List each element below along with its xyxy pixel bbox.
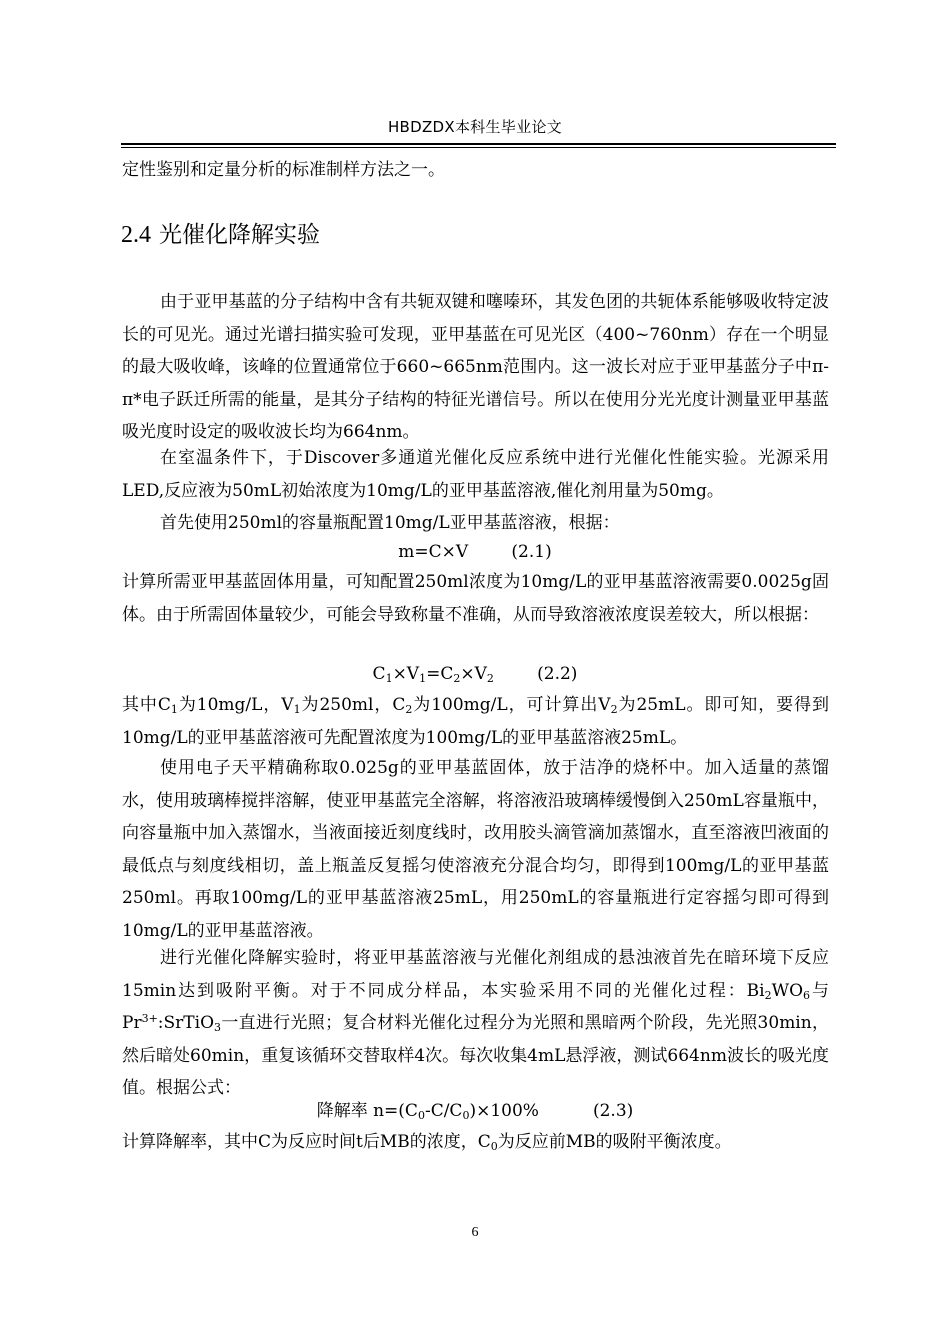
paragraph-procedure: 使用电子天平精确称取0.025g的亚甲基蓝固体，放于洁净的烧杯中。加入适量的蒸馏水，使用玻璃棒搅拌溶解，使亚甲基蓝完全溶解，将溶液沿玻璃棒缓慢倒入250mL容量瓶中，向容量瓶中加入蒸馏水，当液面接近刻度线时，改用胶头滴管滴加蒸馏水，直至溶液凹液面的最低点与刻度线相切，盖上瓶盖反复摇匀使溶液充分混合均匀，即得到100mg/L的亚甲基蓝250ml。再取100mg/L的亚甲基蓝溶液25mL，用250mL的容量瓶进行定容摇匀即可得到10mg/L的亚甲基蓝溶液。 — [122, 758, 829, 941]
equation-2-2: $C_1\times V_1=C_2\times V_2$ (2.2) — [372, 664, 578, 685]
header-rule-thin — [121, 147, 836, 148]
equation-expression: m=C×V — [398, 542, 469, 562]
paragraph-preparation: 首先使用250ml的容量瓶配置10mg/L亚甲基蓝溶液，根据： — [160, 513, 620, 533]
continuation-line: 定性鉴别和定量分析的标准制样方法之一。 — [122, 160, 445, 180]
running-header: HBDZDX本科生毕业论文 — [387, 118, 563, 136]
page-number: 6 — [471, 1225, 479, 1240]
paragraph-dilution: 其中$C_1$为10mg/L，$V_1$为250ml，$C_2$为100mg/L，可计算出$V_2$为25mL。即可知，要得到10mg/L的亚甲基蓝溶液可先配置浓度为100mg/L的亚甲基蓝溶液25mL。 — [122, 695, 830, 748]
equation-number: (2.3) — [592, 1101, 634, 1121]
paragraph-degradation-rate: 计算降解率，其中C为反应时间t后MB的浓度，$C_0$为反应前MB的吸附平衡浓度。 — [122, 1132, 732, 1153]
section-heading — [121, 220, 320, 250]
equation-2-3: 降解率 $n=(C_0-C/C_0)\times 100\%$ (2.3) — [316, 1101, 634, 1122]
paragraph-calculation: 计算所需亚甲基蓝固体用量，可知配置250ml浓度为10mg/L的亚甲基蓝溶液需要0.0025g固体。由于所需固体量较少，可能会导致称量不准确，从而导致溶液浓度误差较大，所以根据： — [122, 572, 829, 625]
paragraph-photocatalysis: 进行光催化降解实验时，将亚甲基蓝溶液与光催化剂组成的悬浊液首先在暗环境下反应15min达到吸附平衡。对于不同成分样品，本实验采用不同的光催化过程：$Bi_2WO_6$与 $Pr^{3+}:SrTiO_3$一直进行光照；复合材料光催化过程分为光照和黑暗两个阶段，先光照30min，然后暗处60min，重复该循环交替取样4次。每次收集4mL悬浮液，测试664nm波长的吸光度值。根据公式： — [122, 948, 829, 1099]
section-number: 2.4 — [121, 222, 151, 248]
header-rule-thick — [121, 143, 836, 145]
equation-number: (2.1) — [511, 542, 552, 562]
equation-number: (2.2) — [537, 664, 578, 684]
section-title: 光催化降解实验 — [159, 222, 320, 248]
equation-2-1 — [0, 540, 950, 564]
paragraph-conditions: 在室温条件下，于Discover多通道光催化反应系统中进行光催化性能实验。光源采用LED,反应液为50mL初始浓度为10mg/L的亚甲基蓝溶液,催化剂用量为50mg。 — [122, 448, 829, 501]
paragraph-absorption: 由于亚甲基蓝的分子结构中含有共轭双键和噻嗪环，其发色团的共轭体系能够吸收特定波长的可见光。通过光谱扫描实验可发现，亚甲基蓝在可见光区（400~760nm）存在一个明显的最大吸收峰，该峰的位置通常位于660~665nm范围内。这一波长对应于亚甲基蓝分子中π-π*电子跃迁所需的能量，是其分子结构的特征光谱信号。所以在使用分光光度计测量亚甲基蓝吸光度时设定的吸收波长均为664nm。 — [122, 292, 829, 443]
